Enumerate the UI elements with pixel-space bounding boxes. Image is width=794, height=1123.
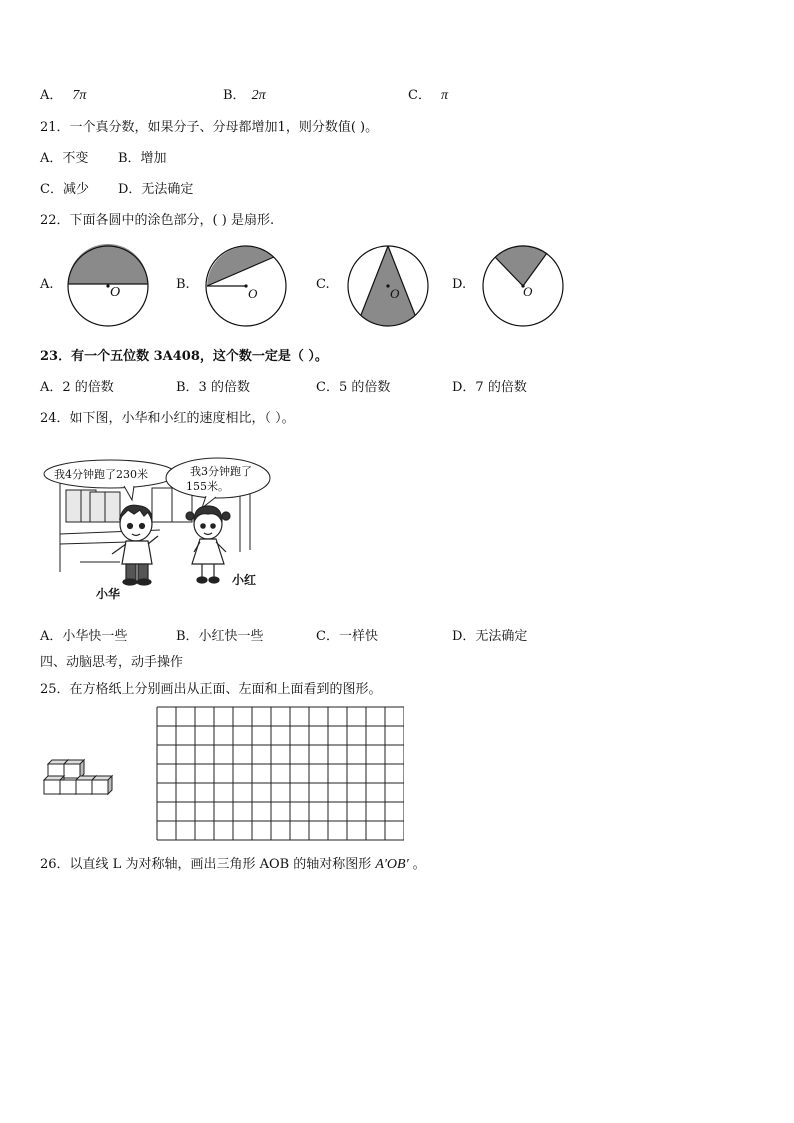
q20-option-c-value: π [440,88,448,103]
q25-grid-paper[interactable] [156,706,404,842]
q23-stem: 23．有一个五位数 3A408，这个数一定是（ ）。 [40,349,328,364]
q21-option-d[interactable]: D．无法确定 [118,182,194,197]
q26-math: A′OB′ [375,857,409,872]
q22-center-d: O [523,284,533,299]
q20-option-b-value: 2π [251,88,266,103]
name-boy: 小华 [96,587,121,601]
q22-center-a: O [110,285,121,300]
q26-stem: 26．以直线 L 为对称轴，画出三角形 AOB 的轴对称图形 A′OB′ 。 [40,857,426,872]
q25-stem: 25．在方格纸上分别画出从正面、左面和上面看到的图形。 [40,682,382,697]
q24-illustration [40,452,280,612]
q23-option-b[interactable]: B．3 的倍数 [176,380,250,395]
q25-cube-stack [40,752,120,800]
q21-option-b[interactable]: B．增加 [118,151,167,166]
q21-option-a[interactable]: A．不变 [40,151,89,166]
q22-label-a[interactable]: A. [40,277,54,292]
q22-label-b[interactable]: B. [176,277,190,292]
cubes [44,760,112,794]
bubble-girl-text-2: 155米。 [186,480,229,493]
q23-option-a[interactable]: A．2 的倍数 [40,380,114,395]
section-4-title: 四、动脑思考，动手操作 [40,655,184,670]
q23-option-d[interactable]: D．7 的倍数 [452,380,527,395]
q22-center-b: O [248,286,258,301]
q24-stem: 24．如下图，小华和小红的速度相比，（ ）。 [40,411,295,426]
q24-option-d[interactable]: D．无法确定 [452,629,528,644]
girl-figure [186,506,230,583]
q21-option-c[interactable]: C．减少 [40,182,89,197]
q20-option-b[interactable]: B． 2π [223,88,266,103]
q24-option-a[interactable]: A．小华快一些 [40,629,128,644]
q22-label-d[interactable]: D. [452,277,467,292]
q22-circle-b [204,244,288,328]
q22-stem: 22．下面各圆中的涂色部分，( ) 是扇形. [40,213,275,228]
bubble-boy-text: 我4分钟跑了230米 [54,468,148,481]
q24-option-b[interactable]: B．小红快一些 [176,629,264,644]
q22-circle-a [66,244,150,328]
q24-option-c[interactable]: C．一样快 [316,629,378,644]
q20-option-c[interactable]: C． π [408,88,448,103]
bubble-girl-text-1: 我3分钟跑了 [190,465,252,478]
name-girl: 小红 [232,573,257,587]
q20-option-a-value: 7π [72,88,87,103]
q21-stem: 21．一个真分数，如果分子、分母都增加1，则分数值( )。 [40,120,379,135]
q20-option-a[interactable]: A． 7π [40,88,87,103]
q23-option-c[interactable]: C．5 的倍数 [316,380,391,395]
q22-center-c: O [390,286,400,301]
q22-circle-c [346,244,430,328]
q22-label-c[interactable]: C. [316,277,330,292]
q22-circle-d [481,244,565,328]
